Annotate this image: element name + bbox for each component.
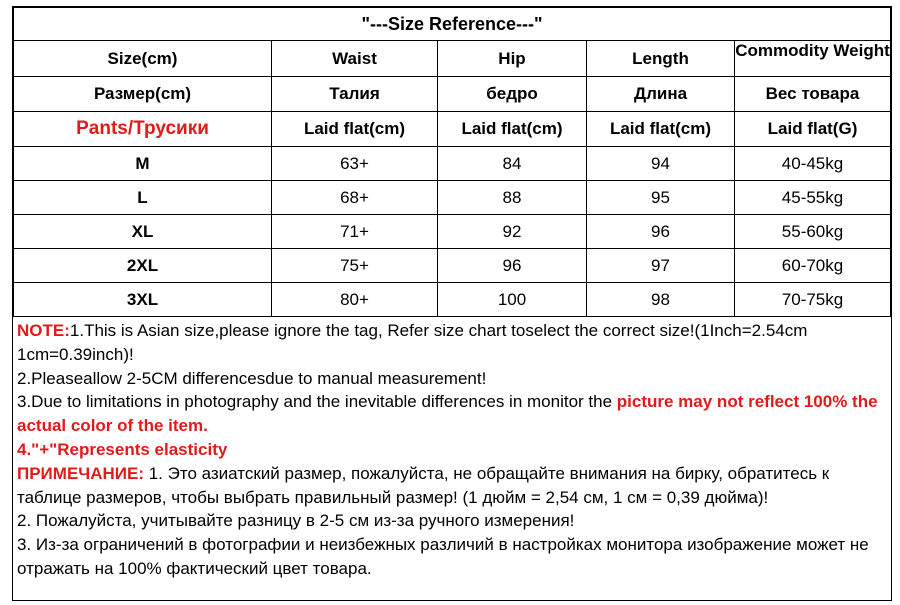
hip-cell: 92 [438, 215, 587, 249]
header-row-units [14, 112, 891, 147]
hip-cell: 84 [438, 147, 587, 181]
units-length: Laid flat(cm) [587, 112, 735, 147]
header-waist-ru: Талия [272, 77, 438, 112]
table-row [14, 181, 891, 215]
units-waist: Laid flat(cm) [272, 112, 438, 147]
length-cell: 96 [587, 215, 735, 249]
size-reference-table [13, 7, 891, 317]
note-ru-2: 2. Пожалуйста, учитывайте разницу в 2-5 см из-за ручного измерения! [17, 511, 575, 531]
note-3-highlight: picture may not reflect 100% the actual color of the item. [17, 392, 878, 436]
waist-cell: 75+ [272, 249, 438, 283]
header-commodity-weight [735, 41, 891, 77]
note-ru-label: ПРИМЕЧАНИЕ: [17, 463, 144, 483]
weight-cell: 40-45kg [735, 147, 891, 181]
table-title-row [14, 8, 891, 41]
weight-cell: 45-55kg [735, 181, 891, 215]
hip-cell: 96 [438, 249, 587, 283]
note-3 [17, 390, 887, 438]
weight-cell: 55-60kg [735, 215, 891, 249]
header-size: Size(cm) [14, 41, 272, 77]
header-hip: Hip [438, 41, 587, 77]
table-row [14, 283, 891, 317]
size-cell: M [14, 147, 272, 181]
size-cell: XL [14, 215, 272, 249]
note-ru-1-text: 1. Это азиатский размер, пожалуйста, не обращайте внимания на бирку, обратитесь к таблице размеров, чтобы выбрать правильный размер! (1 дюйм = 2,54 см, 1 см = 0,39 дюйма)! [17, 463, 830, 507]
note-ru-1 [17, 462, 887, 510]
length-cell: 97 [587, 249, 735, 283]
units-weight: Laid flat(G) [735, 112, 891, 147]
table-row [14, 249, 891, 283]
length-cell: 98 [587, 283, 735, 317]
waist-cell: 80+ [272, 283, 438, 317]
note-ru-3: 3. Из-за ограничений в фотографии и неизбежных различий в настройках монитора изображение может не отражать на 100% фактический цвет товара. [17, 535, 869, 578]
notes-section [13, 317, 891, 581]
note-2: 2.Pleaseallow 2-5CM differencesdue to manual measurement! [17, 368, 487, 388]
note-3-text: 3.Due to limitations in photography and the inevitable differences in monitor the [17, 392, 617, 412]
header-length-ru: Длина [587, 77, 735, 112]
size-cell: 3XL [14, 283, 272, 317]
header-commodity-weight-label: Commodity Weight [735, 41, 890, 60]
header-hip-ru: бедро [438, 77, 587, 112]
note-label: NOTE: [17, 321, 70, 340]
note-1-text: 1.This is Asian size,please ignore the tag, Refer size chart toselect the correct size!(1Inch=2.54cm 1cm=0.39inch)! [17, 321, 808, 364]
length-cell: 94 [587, 147, 735, 181]
table-title: "---Size Reference---" [14, 8, 891, 41]
table-row [14, 147, 891, 181]
waist-cell: 71+ [272, 215, 438, 249]
size-cell: 2XL [14, 249, 272, 283]
header-row-russian [14, 77, 891, 112]
waist-cell: 68+ [272, 181, 438, 215]
hip-cell: 100 [438, 283, 587, 317]
pants-label: Pants/Трусики [14, 112, 272, 147]
size-cell: L [14, 181, 272, 215]
hip-cell: 88 [438, 181, 587, 215]
table-row [14, 215, 891, 249]
note-1 [17, 319, 887, 367]
size-chart-sheet [12, 6, 892, 601]
header-row-english [14, 41, 891, 77]
note-4: 4."+"Represents elasticity [17, 439, 228, 459]
header-size-ru: Размер(cm) [14, 77, 272, 112]
units-hip: Laid flat(cm) [438, 112, 587, 147]
waist-cell: 63+ [272, 147, 438, 181]
length-cell: 95 [587, 181, 735, 215]
header-waist: Waist [272, 41, 438, 77]
header-weight-ru: Вес товара [735, 77, 891, 112]
weight-cell: 70-75kg [735, 283, 891, 317]
weight-cell: 60-70kg [735, 249, 891, 283]
header-length: Length [587, 41, 735, 77]
